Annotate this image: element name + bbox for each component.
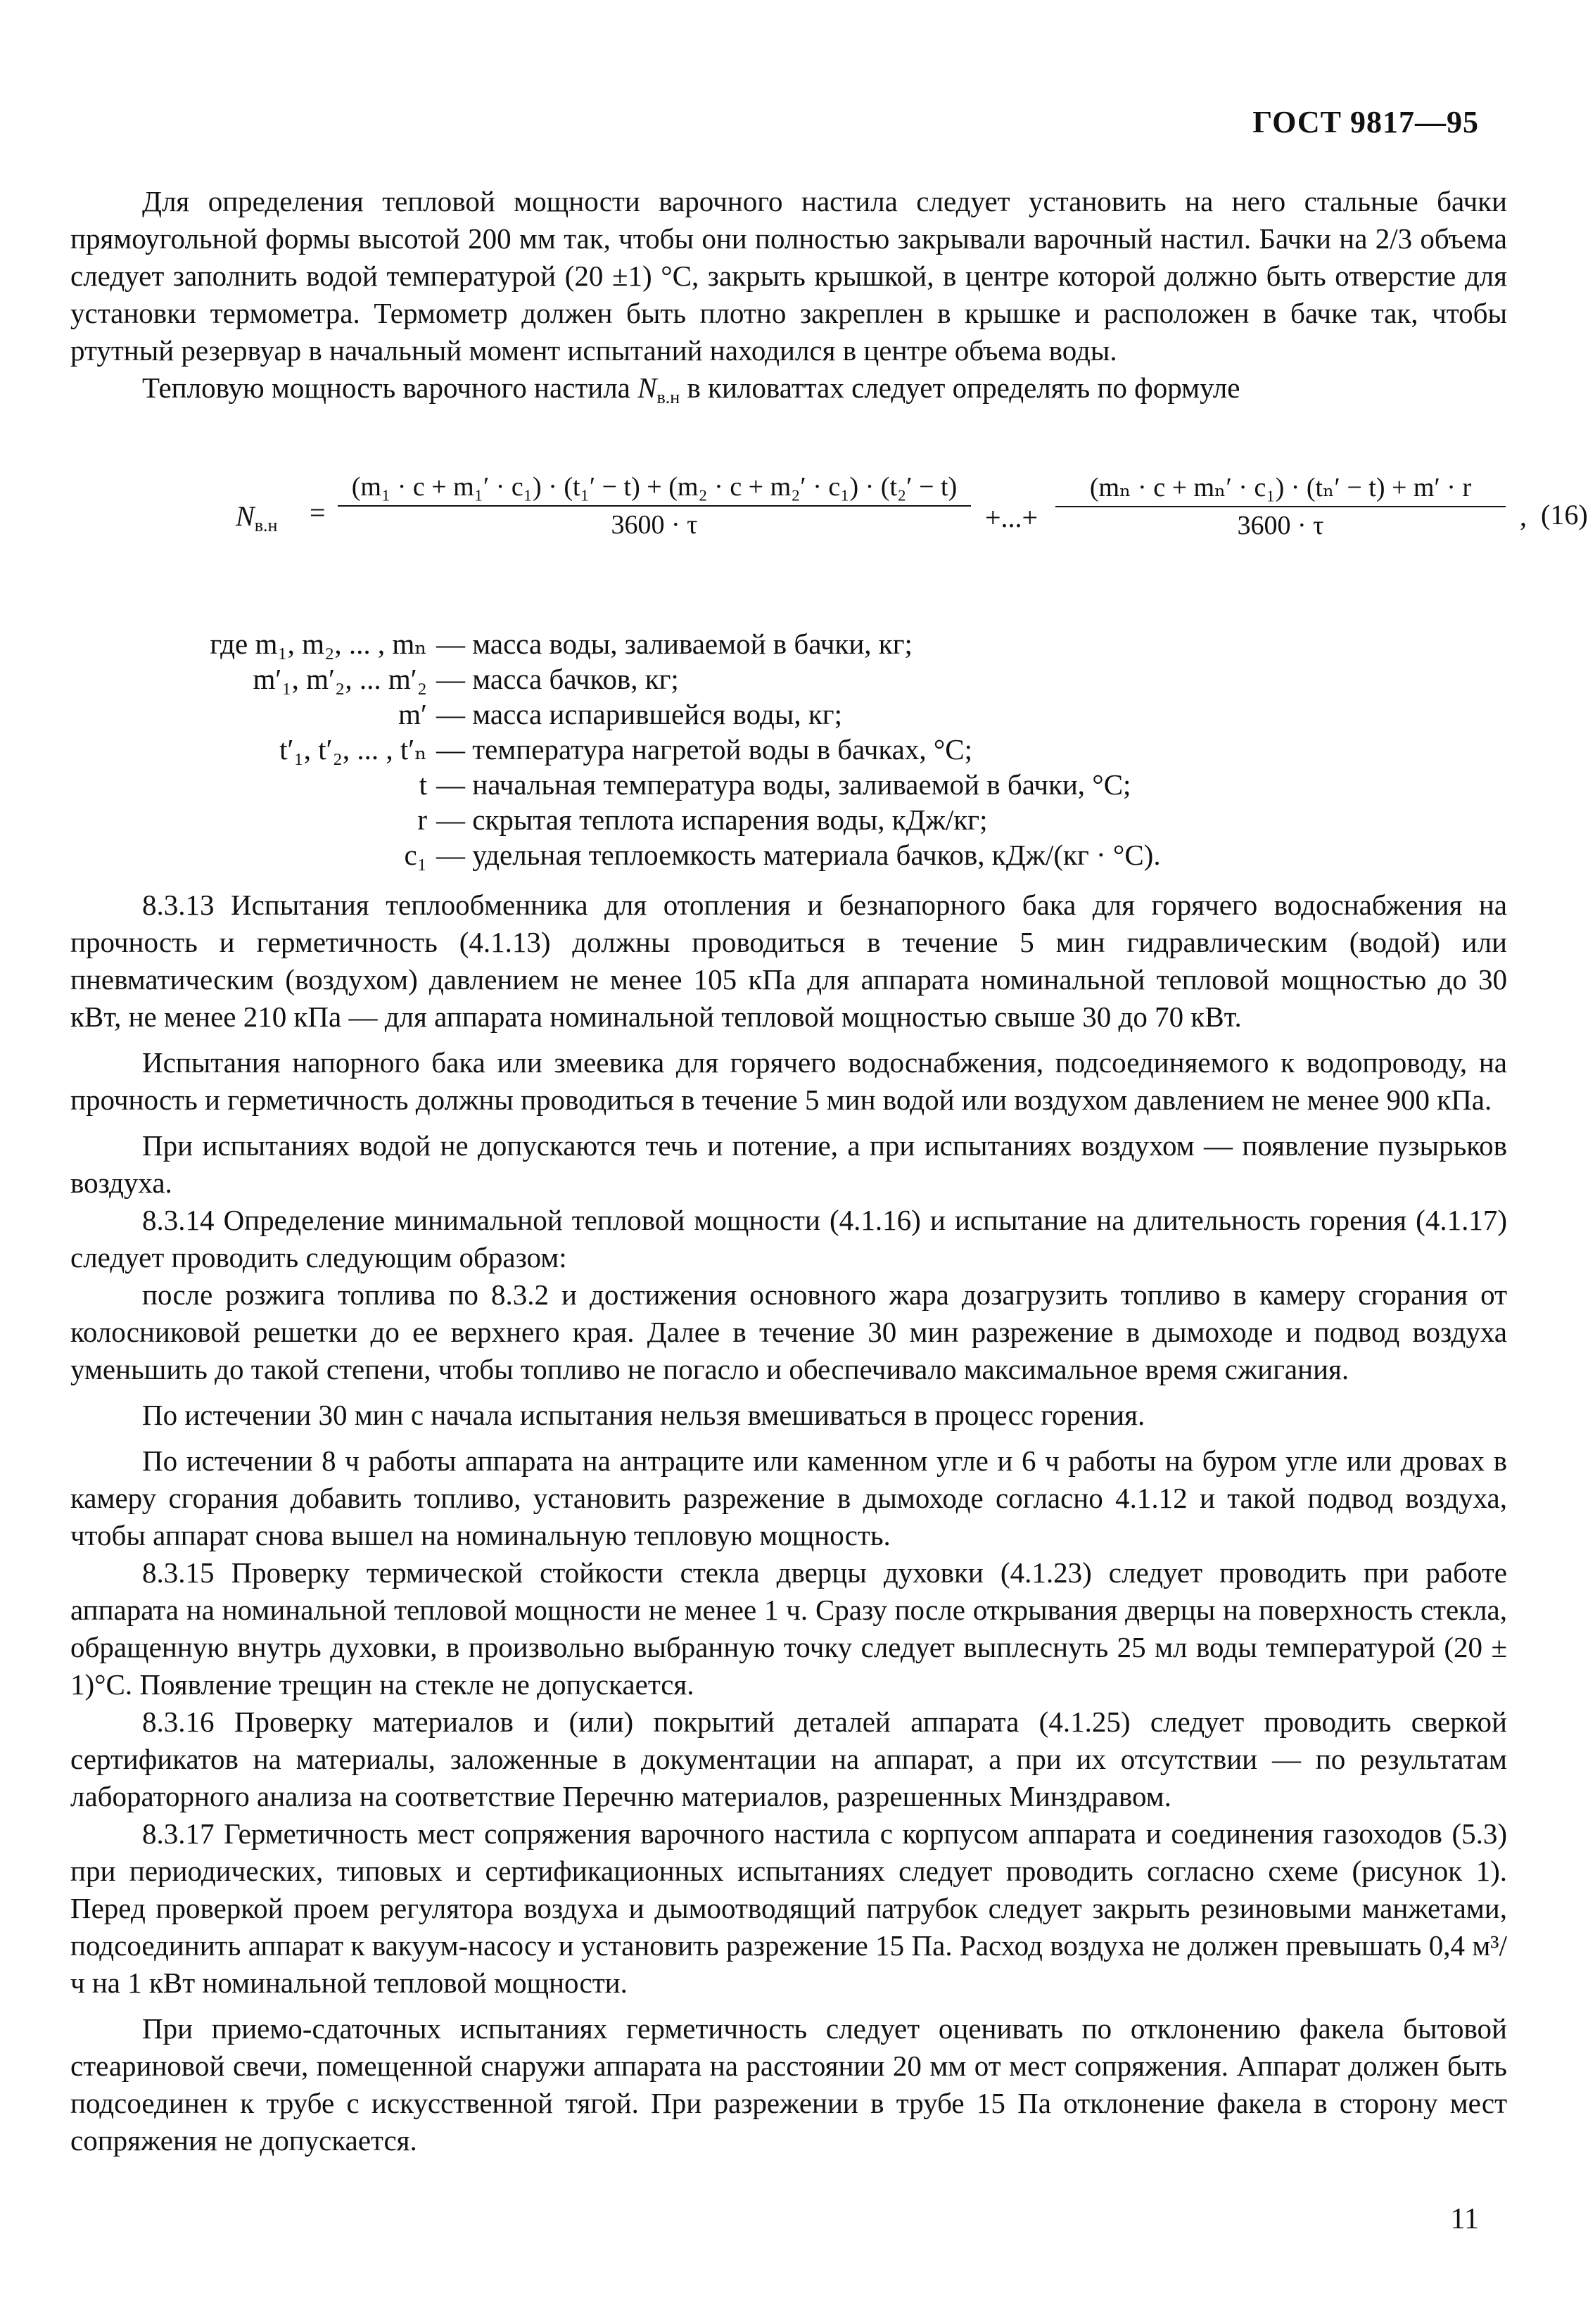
formula-lead-paragraph [70,369,1507,407]
definition-row [70,767,1507,802]
body-paragraph: По истечении 30 мин с начала испытания нельзя вмешиваться в процесс горения. [142,1399,1145,1431]
definition-row [70,802,1507,837]
body-paragraph: При испытаниях водой не допускаются течь и потение, а при испытаниях воздухом — появление пузырьков воздуха. [70,1129,1507,1199]
symbol-n: N [637,372,657,404]
formula-fraction-2 [1055,471,1506,541]
definition-text: — температура нагретой воды в бачках, °С; [436,733,972,766]
body-paragraph: Испытания напорного бака или змеевика для горячего водоснабжения, подсоединяемого к водопроводу, на прочность и герметичность должны проводиться в течение 5 мин водой или воздухом давлением не менее 900 кПа. [70,1046,1507,1116]
paragraph-8-3-13: 8.3.13 Испытания теплообменника для отопления и безнапорного бака для горячего водоснабжения на прочность и герметичность (4.1.13) должны проводиться в течение 5 мин гидравлическим (водой) или пневматическим (воздухом) давлением не менее 105 кПа для аппарата номинальной тепловой мощностью до 30 кВт, не менее 210 кПа — для аппарата номинальной тепловой мощностью свыше 30 до 70 кВт. [70,889,1507,1033]
equals-sign: = [310,497,326,528]
formula-number: (16) [1541,499,1588,531]
fraction-1-bar [338,505,971,507]
fraction-1-denominator: 3600 · τ [611,510,698,540]
formula-lead-text-end: в киловаттах следует определять по формуле [687,372,1240,404]
definition-text: — удельная теплоемкость материала бачков, кДж/(кг · °С). [436,839,1161,871]
formula-fraction-1 [338,471,971,540]
definition-symbol: m′ [398,698,427,730]
definition-symbol: t′₁, t′₂, ... , t′ₙ [279,733,427,766]
paragraph-8-3-16: 8.3.16 Проверку материалов и (или) покрытий деталей аппарата (4.1.25) следует проводить сверкой сертификатов на материалы, заложенные в документации на аппарат, а при их отсутствии — по результатам лабораторного анализа на соответствие Перечню материалов, разрешенных Минздравом. [70,1706,1507,1812]
paragraph-8-3-17: 8.3.17 Герметичность мест сопряжения варочного настила с корпусом аппарата и соединения газоходов (5.3) при периодических, типовых и сертификационных испытаниях следует проводить согласно схеме (рисунок 1). Перед проверкой проем регулятора воздуха и дымоотводящий патрубок следует закрыть резиновыми манжетами, подсоединить аппарат к вакуум-насосу и установить разрежение 15 Па. Расход воздуха не должен превышать 0,4 м³/ч на 1 кВт номинальной тепловой мощности. [70,1817,1507,1999]
page-number: 11 [1450,2203,1479,2235]
fraction-2-numerator: (mₙ · c + mₙ′ · c₁) · (tₙ′ − t) + m′ · r [1089,473,1472,502]
definition-text: — масса бачков, кг; [436,663,679,695]
definition-text: — скрытая теплота испарения воды, кДж/кг; [436,804,988,836]
fraction-2-denominator: 3600 · τ [1237,511,1324,540]
fraction-2-bar [1055,506,1506,507]
definition-text: — масса воды, заливаемой в бачки, кг; [436,628,913,660]
body-paragraph: По истечении 8 ч работы аппарата на антраците или каменном угле и 6 ч работы на буром угле или дровах в камеру сгорания добавить топливо, установить разрежение в дымоходе согласно 4.1.12 и такой подвод воздуха, чтобы аппарат снова вышел на номинальную тепловую мощность. [70,1444,1507,1551]
formula-lead-text: Тепловую мощность варочного настила [142,372,630,404]
definition-row [70,732,1507,767]
definition-symbol: t [419,768,427,801]
formula-16 [70,471,1588,563]
intro-paragraph: Для определения тепловой мощности варочного настила следует установить на него стальные бачки прямоугольной формы высотой 200 мм так, чтобы они полностью закрывали варочный настил. Бачки на 2/3 объема следует заполнить водой температурой (20 ±1) °С, закрыть крышкой, в центре которой должно быть отверстие для установки термометра. Термометр должен быть плотно закреплен в крышке и расположен в бачке так, чтобы ртутный резервуар в начальный момент испытаний находился в центре объема воды. [70,185,1507,367]
definition-text: — начальная температура воды, заливаемой в бачки, °С; [436,768,1131,801]
definition-row [70,697,1507,732]
definition-row [70,626,1507,661]
fraction-1-numerator: (m₁ · c + m₁′ · c₁) · (t₁′ − t) + (m₂ · c + m₂′ · c₁) · (t₂′ − t) [351,472,958,502]
body-paragraph: При приемо-сдаточных испытаниях герметичность следует оценивать по отклонению факела бытовой стеариновой свечи, помещенной снаружи аппарата на расстоянии 20 мм от мест сопряжения. Аппарат должен быть подсоединен к трубе с искусственной тягой. При разрежении в трубе 15 Па отклонение факела в сторону мест сопряжения не допускается. [70,2012,1507,2157]
definition-symbol: m′₁, m′₂, ... m′₂ [253,663,427,695]
intro-text [70,183,1507,407]
definition-symbol: где m₁, m₂, ... , mₙ [210,628,427,660]
definition-text: — масса испарившейся воды, кг; [436,698,842,730]
formula-lhs: $N_{в.н}$ [236,500,278,535]
definition-row [70,661,1507,697]
symbol-n-subscript: в.н [656,387,680,407]
standard-header: ГОСТ 9817—95 [1252,105,1479,139]
body-text [70,887,1507,2159]
paragraph-8-3-14: 8.3.14 Определение минимальной тепловой мощности (4.1.16) и испытание на длительность горения (4.1.17) следует проводить следующим образом: [70,1204,1507,1274]
definition-symbol: c₁ [404,839,427,871]
formula-ellipsis-plus: +...+ [985,502,1038,533]
body-paragraph: после розжига топлива по 8.3.2 и достижения основного жара дозагрузить топливо в камеру сгорания от колосниковой решетки до ее верхнего края. Далее в течение 30 мин разрежение в дымоходе и подвод воздуха уменьшить до такой степени, чтобы топливо не погасло и обеспечивало максимальное время сжигания. [70,1278,1507,1385]
formula-comma: , [1520,500,1527,532]
paragraph-8-3-15: 8.3.15 Проверку термической стойкости стекла дверцы духовки (4.1.23) следует проводить при работе аппарата на номинальной тепловой мощности не менее 1 ч. Сразу после открывания дверцы на поверхность стекла, обращенную внутрь духовки, в произвольно выбранную точку следует выплеснуть 25 мл воды температурой (20 ± 1)°С. Появление трещин на стекле не допускается. [70,1556,1507,1701]
definition-row [70,837,1507,872]
symbol-definitions [70,626,1507,872]
definition-symbol: r [417,804,427,836]
